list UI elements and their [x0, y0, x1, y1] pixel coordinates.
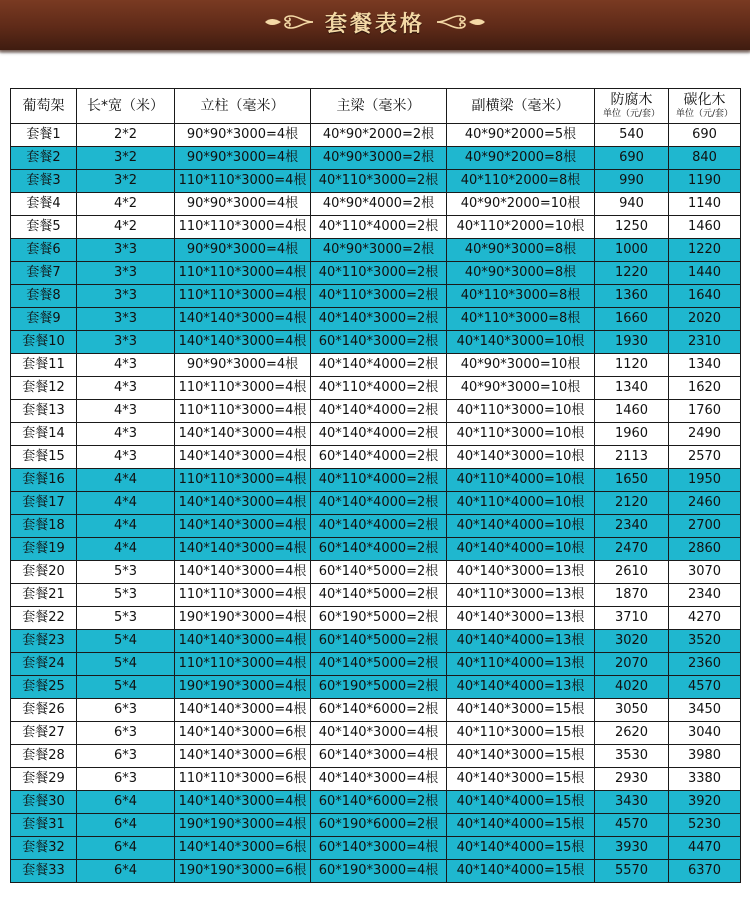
cell-main-beam: 40*140*3000=4根	[311, 768, 447, 791]
cell-main-beam: 40*110*3000=2根	[311, 285, 447, 308]
cell-cross-beam: 40*90*2000=5根	[447, 124, 595, 147]
table-row	[11, 446, 741, 469]
table-row	[11, 239, 741, 262]
cell-name: 套餐7	[11, 262, 77, 285]
cell-column: 110*110*3000=4根	[175, 400, 311, 423]
cell-name: 套餐20	[11, 561, 77, 584]
cell-main-beam: 40*90*4000=2根	[311, 193, 447, 216]
cell-name: 套餐16	[11, 469, 77, 492]
cell-size: 5*4	[77, 676, 175, 699]
banner-title: 套餐表格	[324, 11, 425, 37]
cell-cross-beam: 40*140*3000=13根	[447, 607, 595, 630]
cell-price-wood-a: 4570	[595, 814, 669, 837]
cell-name: 套餐18	[11, 515, 77, 538]
cell-price-wood-b: 2860	[669, 538, 741, 561]
cell-main-beam: 40*140*5000=2根	[311, 584, 447, 607]
cell-column: 110*110*3000=4根	[175, 377, 311, 400]
cell-price-wood-a: 1870	[595, 584, 669, 607]
cell-price-wood-a: 3430	[595, 791, 669, 814]
header-main-beam: 主梁（毫米）	[311, 89, 447, 124]
cell-name: 套餐29	[11, 768, 77, 791]
cell-main-beam: 60*140*4000=2根	[311, 446, 447, 469]
cell-name: 套餐28	[11, 745, 77, 768]
cell-price-wood-a: 2070	[595, 653, 669, 676]
cell-main-beam: 60*140*3000=2根	[311, 331, 447, 354]
cell-price-wood-b: 3920	[669, 791, 741, 814]
cell-cross-beam: 40*140*4000=15根	[447, 814, 595, 837]
cell-name: 套餐13	[11, 400, 77, 423]
cell-column: 140*140*3000=4根	[175, 423, 311, 446]
cell-cross-beam: 40*140*4000=10根	[447, 515, 595, 538]
cell-name: 套餐33	[11, 860, 77, 883]
table-row	[11, 262, 741, 285]
cell-cross-beam: 40*110*3000=10根	[447, 400, 595, 423]
cell-price-wood-b: 1620	[669, 377, 741, 400]
cell-cross-beam: 40*90*2000=10根	[447, 193, 595, 216]
cell-name: 套餐4	[11, 193, 77, 216]
cell-size: 3*3	[77, 308, 175, 331]
cell-cross-beam: 40*110*3000=13根	[447, 584, 595, 607]
cell-size: 5*3	[77, 561, 175, 584]
cell-size: 3*2	[77, 170, 175, 193]
cell-size: 5*4	[77, 653, 175, 676]
cell-price-wood-b: 3380	[669, 768, 741, 791]
cell-price-wood-b: 1440	[669, 262, 741, 285]
cell-price-wood-b: 1950	[669, 469, 741, 492]
cell-name: 套餐2	[11, 147, 77, 170]
cell-column: 110*110*3000=4根	[175, 469, 311, 492]
cell-cross-beam: 40*110*4000=10根	[447, 492, 595, 515]
cell-price-wood-a: 1340	[595, 377, 669, 400]
header-wood-b-unit: 单位（元/套）	[675, 109, 734, 119]
cell-main-beam: 60*190*6000=2根	[311, 814, 447, 837]
cell-main-beam: 40*140*4000=2根	[311, 354, 447, 377]
cell-price-wood-a: 1360	[595, 285, 669, 308]
cell-name: 套餐5	[11, 216, 77, 239]
cell-column: 140*140*3000=4根	[175, 538, 311, 561]
cell-size: 4*3	[77, 423, 175, 446]
cell-column: 140*140*3000=4根	[175, 308, 311, 331]
cell-column: 90*90*3000=4根	[175, 147, 311, 170]
cell-column: 90*90*3000=4根	[175, 124, 311, 147]
table-body	[11, 124, 741, 883]
cell-price-wood-a: 1960	[595, 423, 669, 446]
table-row	[11, 216, 741, 239]
cell-column: 190*190*3000=4根	[175, 676, 311, 699]
table-row	[11, 124, 741, 147]
table-row	[11, 377, 741, 400]
package-table	[10, 88, 741, 883]
table-row	[11, 538, 741, 561]
cell-main-beam: 40*90*2000=2根	[311, 124, 447, 147]
cell-name: 套餐30	[11, 791, 77, 814]
cell-cross-beam: 40*140*4000=15根	[447, 791, 595, 814]
table-row	[11, 837, 741, 860]
cell-name: 套餐6	[11, 239, 77, 262]
cell-price-wood-b: 1340	[669, 354, 741, 377]
cell-price-wood-a: 540	[595, 124, 669, 147]
table-header-row	[11, 89, 741, 124]
cell-main-beam: 40*140*4000=2根	[311, 515, 447, 538]
cell-price-wood-b: 4570	[669, 676, 741, 699]
cell-cross-beam: 40*140*3000=13根	[447, 561, 595, 584]
cell-name: 套餐19	[11, 538, 77, 561]
table-row	[11, 722, 741, 745]
cell-column: 140*140*3000=6根	[175, 837, 311, 860]
cell-name: 套餐17	[11, 492, 77, 515]
cell-size: 4*4	[77, 469, 175, 492]
cell-main-beam: 40*90*3000=2根	[311, 147, 447, 170]
cell-cross-beam: 40*110*3000=8根	[447, 308, 595, 331]
cell-column: 140*140*3000=4根	[175, 699, 311, 722]
cell-price-wood-b: 6370	[669, 860, 741, 883]
cell-column: 140*140*3000=4根	[175, 791, 311, 814]
cell-price-wood-b: 2360	[669, 653, 741, 676]
cell-price-wood-a: 1000	[595, 239, 669, 262]
cell-column: 140*140*3000=6根	[175, 745, 311, 768]
cell-column: 140*140*3000=4根	[175, 561, 311, 584]
cell-size: 4*2	[77, 193, 175, 216]
cell-size: 3*2	[77, 147, 175, 170]
table-row	[11, 653, 741, 676]
table-row	[11, 423, 741, 446]
table-row	[11, 285, 741, 308]
cell-cross-beam: 40*110*4000=13根	[447, 653, 595, 676]
cell-column: 110*110*3000=4根	[175, 216, 311, 239]
cell-price-wood-a: 3710	[595, 607, 669, 630]
cell-column: 140*140*3000=4根	[175, 492, 311, 515]
cell-size: 6*3	[77, 768, 175, 791]
table-row	[11, 469, 741, 492]
cell-column: 140*140*3000=4根	[175, 515, 311, 538]
table-row	[11, 515, 741, 538]
table-row	[11, 331, 741, 354]
cell-main-beam: 60*140*5000=2根	[311, 561, 447, 584]
cell-name: 套餐31	[11, 814, 77, 837]
header-column: 立柱（毫米）	[175, 89, 311, 124]
cell-main-beam: 40*140*4000=2根	[311, 400, 447, 423]
cell-column: 110*110*3000=4根	[175, 285, 311, 308]
cell-name: 套餐1	[11, 124, 77, 147]
cell-size: 4*4	[77, 515, 175, 538]
cell-price-wood-a: 1660	[595, 308, 669, 331]
cell-price-wood-b: 1760	[669, 400, 741, 423]
cell-column: 90*90*3000=4根	[175, 239, 311, 262]
cell-name: 套餐15	[11, 446, 77, 469]
cell-price-wood-b: 2490	[669, 423, 741, 446]
cell-price-wood-a: 2610	[595, 561, 669, 584]
cell-column: 110*110*3000=4根	[175, 653, 311, 676]
cell-main-beam: 40*110*3000=2根	[311, 262, 447, 285]
cell-cross-beam: 40*140*3000=10根	[447, 331, 595, 354]
table-row	[11, 676, 741, 699]
cell-price-wood-a: 5570	[595, 860, 669, 883]
table-row	[11, 860, 741, 883]
header-cross-beam: 副横梁（毫米）	[447, 89, 595, 124]
cell-main-beam: 40*110*4000=2根	[311, 377, 447, 400]
cell-price-wood-a: 690	[595, 147, 669, 170]
cell-price-wood-b: 840	[669, 147, 741, 170]
table-row	[11, 607, 741, 630]
cell-name: 套餐27	[11, 722, 77, 745]
cell-cross-beam: 40*140*3000=15根	[447, 699, 595, 722]
cell-name: 套餐11	[11, 354, 77, 377]
cell-size: 4*3	[77, 446, 175, 469]
cell-cross-beam: 40*90*3000=8根	[447, 239, 595, 262]
cell-price-wood-a: 940	[595, 193, 669, 216]
cell-name: 套餐14	[11, 423, 77, 446]
cell-cross-beam: 40*110*3000=15根	[447, 722, 595, 745]
cell-main-beam: 60*190*5000=2根	[311, 676, 447, 699]
cell-name: 套餐25	[11, 676, 77, 699]
cell-size: 4*3	[77, 377, 175, 400]
header-wood-a-unit: 单位（元/套）	[602, 109, 661, 119]
cell-cross-beam: 40*110*2000=8根	[447, 170, 595, 193]
cell-column: 110*110*3000=6根	[175, 768, 311, 791]
cell-cross-beam: 40*90*3000=8根	[447, 262, 595, 285]
cell-price-wood-b: 1460	[669, 216, 741, 239]
cell-price-wood-b: 4270	[669, 607, 741, 630]
cell-column: 90*90*3000=4根	[175, 354, 311, 377]
cell-size: 3*3	[77, 239, 175, 262]
cell-price-wood-b: 1640	[669, 285, 741, 308]
header-wood-a	[595, 89, 669, 124]
cell-price-wood-a: 2120	[595, 492, 669, 515]
cell-size: 6*4	[77, 791, 175, 814]
cell-price-wood-a: 990	[595, 170, 669, 193]
table-row	[11, 814, 741, 837]
cell-name: 套餐8	[11, 285, 77, 308]
cell-size: 3*3	[77, 331, 175, 354]
cell-main-beam: 40*140*4000=2根	[311, 423, 447, 446]
cell-price-wood-b: 2460	[669, 492, 741, 515]
cell-cross-beam: 40*110*3000=8根	[447, 285, 595, 308]
cell-size: 3*3	[77, 285, 175, 308]
cell-price-wood-a: 1220	[595, 262, 669, 285]
cell-name: 套餐21	[11, 584, 77, 607]
cell-price-wood-b: 2310	[669, 331, 741, 354]
cell-price-wood-a: 1250	[595, 216, 669, 239]
cell-column: 140*140*3000=6根	[175, 722, 311, 745]
cell-price-wood-b: 2020	[669, 308, 741, 331]
header-wood-b-label: 碳化木	[683, 92, 726, 108]
cell-column: 140*140*3000=4根	[175, 630, 311, 653]
cell-column: 110*110*3000=4根	[175, 262, 311, 285]
cell-price-wood-b: 2340	[669, 584, 741, 607]
table-row	[11, 354, 741, 377]
cell-price-wood-b: 1140	[669, 193, 741, 216]
cell-main-beam: 40*110*3000=2根	[311, 170, 447, 193]
cell-column: 190*190*3000=6根	[175, 860, 311, 883]
cell-cross-beam: 40*140*4000=10根	[447, 538, 595, 561]
cell-cross-beam: 40*90*3000=10根	[447, 377, 595, 400]
banner-inner	[0, 6, 750, 38]
cell-size: 6*4	[77, 860, 175, 883]
cell-column: 90*90*3000=4根	[175, 193, 311, 216]
cell-size: 3*3	[77, 262, 175, 285]
cell-cross-beam: 40*90*3000=10根	[447, 354, 595, 377]
cell-main-beam: 60*140*4000=2根	[311, 538, 447, 561]
cell-main-beam: 60*140*3000=4根	[311, 837, 447, 860]
cell-price-wood-a: 1650	[595, 469, 669, 492]
title-banner	[0, 0, 750, 50]
cell-main-beam: 60*140*6000=2根	[311, 699, 447, 722]
cell-cross-beam: 40*110*3000=10根	[447, 423, 595, 446]
table-row	[11, 630, 741, 653]
cell-name: 套餐12	[11, 377, 77, 400]
cell-column: 140*140*3000=4根	[175, 331, 311, 354]
cell-main-beam: 60*140*5000=2根	[311, 630, 447, 653]
cell-main-beam: 60*190*3000=4根	[311, 860, 447, 883]
right-flourish-icon	[435, 12, 487, 32]
table-row	[11, 768, 741, 791]
cell-size: 5*4	[77, 630, 175, 653]
cell-price-wood-b: 3040	[669, 722, 741, 745]
cell-main-beam: 40*110*4000=2根	[311, 216, 447, 239]
cell-main-beam: 40*140*4000=2根	[311, 492, 447, 515]
cell-price-wood-b: 3450	[669, 699, 741, 722]
cell-name: 套餐26	[11, 699, 77, 722]
cell-main-beam: 40*90*3000=2根	[311, 239, 447, 262]
cell-column: 110*110*3000=4根	[175, 170, 311, 193]
cell-size: 6*3	[77, 722, 175, 745]
table-row	[11, 193, 741, 216]
table-row	[11, 170, 741, 193]
cell-price-wood-a: 2620	[595, 722, 669, 745]
cell-price-wood-a: 3050	[595, 699, 669, 722]
cell-main-beam: 60*140*3000=4根	[311, 745, 447, 768]
cell-price-wood-a: 3020	[595, 630, 669, 653]
table-row	[11, 400, 741, 423]
cell-price-wood-b: 3520	[669, 630, 741, 653]
cell-size: 4*3	[77, 400, 175, 423]
table-row	[11, 147, 741, 170]
table-row	[11, 308, 741, 331]
cell-price-wood-a: 2113	[595, 446, 669, 469]
cell-price-wood-b: 2570	[669, 446, 741, 469]
cell-size: 4*2	[77, 216, 175, 239]
cell-size: 5*3	[77, 607, 175, 630]
table-row	[11, 584, 741, 607]
cell-cross-beam: 40*140*3000=10根	[447, 446, 595, 469]
cell-size: 4*3	[77, 354, 175, 377]
cell-size: 6*4	[77, 837, 175, 860]
cell-price-wood-a: 4020	[595, 676, 669, 699]
cell-price-wood-a: 2470	[595, 538, 669, 561]
cell-name: 套餐10	[11, 331, 77, 354]
cell-main-beam: 40*140*3000=4根	[311, 722, 447, 745]
cell-price-wood-a: 2930	[595, 768, 669, 791]
cell-price-wood-b: 1190	[669, 170, 741, 193]
table-row	[11, 791, 741, 814]
cell-column: 190*190*3000=4根	[175, 607, 311, 630]
cell-name: 套餐32	[11, 837, 77, 860]
cell-price-wood-a: 1460	[595, 400, 669, 423]
table-row	[11, 745, 741, 768]
left-flourish-icon	[263, 12, 315, 32]
cell-main-beam: 40*140*3000=2根	[311, 308, 447, 331]
header-wood-a-label: 防腐木	[610, 92, 653, 108]
cell-cross-beam: 40*140*3000=15根	[447, 745, 595, 768]
cell-price-wood-b: 4470	[669, 837, 741, 860]
table-row	[11, 492, 741, 515]
cell-size: 4*4	[77, 492, 175, 515]
cell-column: 110*110*3000=4根	[175, 584, 311, 607]
cell-size: 6*4	[77, 814, 175, 837]
cell-cross-beam: 40*140*4000=13根	[447, 630, 595, 653]
cell-size: 5*3	[77, 584, 175, 607]
cell-name: 套餐24	[11, 653, 77, 676]
cell-cross-beam: 40*110*2000=10根	[447, 216, 595, 239]
cell-cross-beam: 40*140*3000=15根	[447, 768, 595, 791]
cell-size: 6*3	[77, 745, 175, 768]
cell-price-wood-a: 1120	[595, 354, 669, 377]
cell-price-wood-a: 3530	[595, 745, 669, 768]
cell-column: 140*140*3000=4根	[175, 446, 311, 469]
cell-price-wood-a: 1930	[595, 331, 669, 354]
cell-cross-beam: 40*140*4000=15根	[447, 837, 595, 860]
cell-main-beam: 40*140*5000=2根	[311, 653, 447, 676]
cell-price-wood-b: 1220	[669, 239, 741, 262]
cell-cross-beam: 40*140*4000=13根	[447, 676, 595, 699]
cell-price-wood-b: 3070	[669, 561, 741, 584]
cell-main-beam: 60*140*6000=2根	[311, 791, 447, 814]
cell-main-beam: 60*190*5000=2根	[311, 607, 447, 630]
cell-price-wood-a: 3930	[595, 837, 669, 860]
cell-price-wood-b: 2700	[669, 515, 741, 538]
header-size: 长*宽（米）	[77, 89, 175, 124]
cell-cross-beam: 40*140*4000=15根	[447, 860, 595, 883]
cell-main-beam: 40*110*4000=2根	[311, 469, 447, 492]
cell-price-wood-b: 690	[669, 124, 741, 147]
cell-column: 190*190*3000=4根	[175, 814, 311, 837]
cell-price-wood-a: 2340	[595, 515, 669, 538]
cell-price-wood-b: 3980	[669, 745, 741, 768]
table-row	[11, 561, 741, 584]
cell-name: 套餐9	[11, 308, 77, 331]
cell-name: 套餐22	[11, 607, 77, 630]
cell-cross-beam: 40*110*4000=10根	[447, 469, 595, 492]
cell-size: 4*4	[77, 538, 175, 561]
cell-size: 6*3	[77, 699, 175, 722]
table-row	[11, 699, 741, 722]
header-wood-b	[669, 89, 741, 124]
cell-cross-beam: 40*90*2000=8根	[447, 147, 595, 170]
cell-price-wood-b: 5230	[669, 814, 741, 837]
header-grape-rack: 葡萄架	[11, 89, 77, 124]
cell-size: 2*2	[77, 124, 175, 147]
cell-name: 套餐23	[11, 630, 77, 653]
cell-name: 套餐3	[11, 170, 77, 193]
